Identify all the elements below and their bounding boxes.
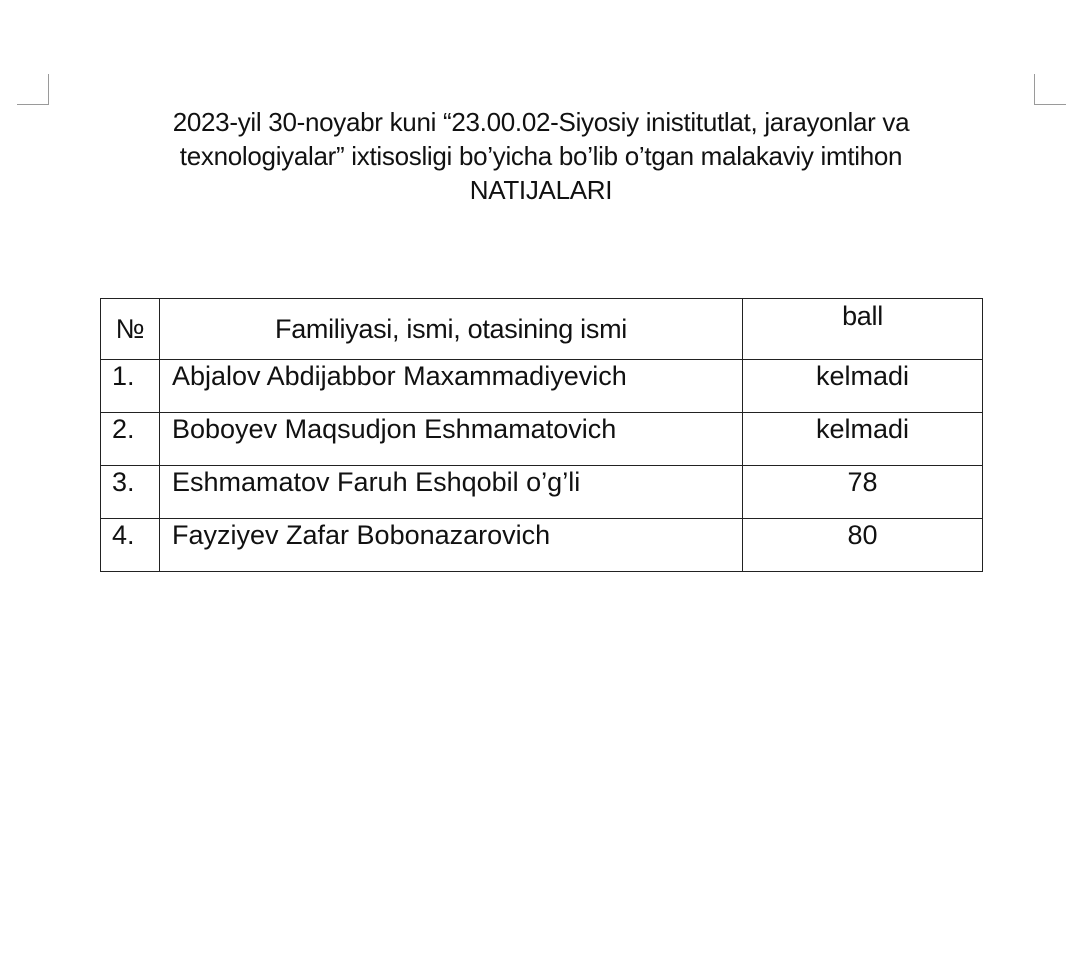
row-number: 4. <box>101 519 160 572</box>
row-name: Fayziyev Zafar Bobonazarovich <box>160 519 743 572</box>
document-title <box>100 105 982 207</box>
results-table <box>100 298 983 572</box>
row-ball: 80 <box>743 519 983 572</box>
page-margin-mark-right <box>1034 74 1066 105</box>
row-ball: kelmadi <box>743 413 983 466</box>
row-ball: 78 <box>743 466 983 519</box>
row-number: 1. <box>101 360 160 413</box>
page-margin-mark-left <box>17 74 49 105</box>
header-ball: ball <box>743 299 983 360</box>
row-name: Abjalov Abdijabbor Maxammadiyevich <box>160 360 743 413</box>
row-name: Boboyev Maqsudjon Eshmamatovich <box>160 413 743 466</box>
table-row <box>101 519 983 572</box>
table-row <box>101 466 983 519</box>
title-line-3: NATIJALARI <box>469 175 613 205</box>
table-row <box>101 360 983 413</box>
header-number: № <box>101 299 160 360</box>
row-number: 2. <box>101 413 160 466</box>
title-line-1: 2023-yil 30-noyabr kuni “23.00.02-Siyosiy inistitutlat, jarayonlar va <box>172 107 910 137</box>
row-number: 3. <box>101 466 160 519</box>
header-name: Familiyasi, ismi, otasining ismi <box>160 299 743 360</box>
row-ball: kelmadi <box>743 360 983 413</box>
table-row <box>101 413 983 466</box>
row-name: Eshmamatov Faruh Eshqobil o’g’li <box>160 466 743 519</box>
table-header-row <box>101 299 983 360</box>
title-line-2: texnologiyalar” ixtisosligi bo’yicha bo’lib o’tgan malakaviy imtihon <box>179 141 903 171</box>
